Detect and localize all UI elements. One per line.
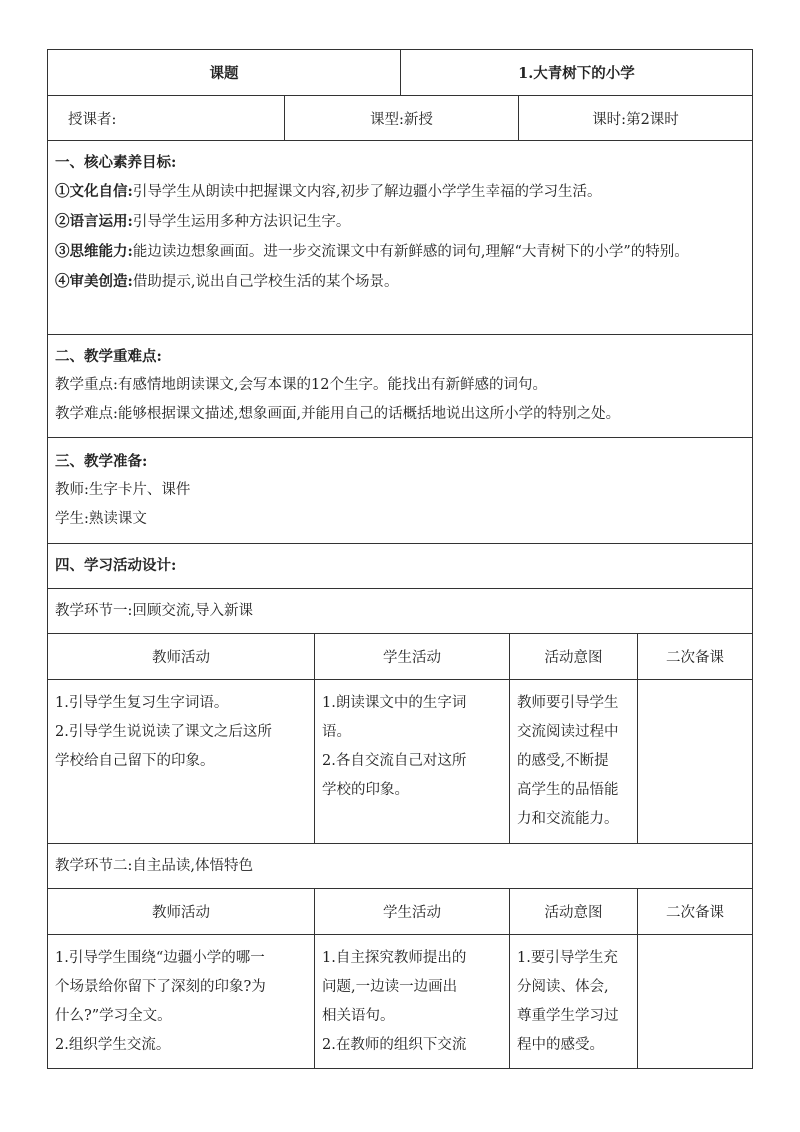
key-points-section — [47, 334, 753, 437]
text-line: 1.要引导学生充 — [517, 950, 618, 966]
text-line: 2.各自交流自己对这所 — [322, 753, 467, 769]
objective-item — [55, 237, 744, 267]
text-line: 高学生的品悟能 — [517, 782, 619, 798]
period-cell — [518, 96, 752, 140]
column-header-teacher — [48, 889, 314, 934]
difficulty-text: 教学难点:能够根据课文描述,想象画面,并能用自己的话概括地说出这所小学的特别之处。 — [55, 406, 621, 422]
objective-label: ④审美创造: — [55, 273, 133, 290]
text-line: 交流阅读过程中 — [517, 724, 619, 740]
stage1-title-row — [47, 588, 753, 633]
text-line: 1.自主探究教师提出的 — [322, 950, 467, 966]
text-line: 相关语句。 — [322, 1008, 395, 1024]
teacher-label: 授课者: — [68, 111, 117, 128]
text-line: 2.在教师的组织下交流 — [322, 1037, 467, 1053]
preparation-section — [47, 437, 753, 543]
column-header-intent — [509, 889, 637, 934]
stage2-title: 教学环节二:自主品读,体悟特色 — [55, 858, 253, 874]
text-line: 问题,一边读一边画出 — [322, 979, 458, 995]
text-line: 1.引导学生复习生字词语。 — [55, 695, 229, 711]
text-line: 1.朗读课文中的生字词 — [322, 695, 467, 711]
column-header-student — [314, 889, 509, 934]
text-line: 程中的感受。 — [517, 1037, 604, 1053]
objectives-title: 一、核心素养目标: — [55, 154, 177, 171]
text-line: 学校的印象。 — [322, 782, 409, 798]
column-header-label: 二次备课 — [666, 650, 724, 666]
stage1-teacher-activity — [48, 680, 314, 843]
teacher-preparation: 教师:生字卡片、课件 — [55, 482, 191, 498]
text-line: 2.引导学生说说读了课文之后这所 — [55, 724, 272, 740]
text-line: 力和交流能力。 — [517, 811, 619, 827]
stage2-content-row — [47, 934, 753, 1069]
type-label: 课型:新授 — [370, 111, 433, 128]
teacher-cell — [48, 96, 284, 140]
topic-label-cell — [48, 50, 400, 95]
topic-row — [47, 49, 753, 95]
objective-text: 借助提示,说出自己学校生活的某个场景。 — [132, 274, 399, 290]
column-header-student — [314, 634, 509, 679]
stage2-header-row — [47, 888, 753, 934]
objective-item — [55, 207, 744, 237]
topic-value: 1.大青树下的小学 — [518, 65, 635, 82]
type-cell — [284, 96, 518, 140]
column-header-revision — [637, 889, 752, 934]
preparation-title: 三、教学准备: — [55, 453, 148, 470]
objective-label: ②语言运用: — [55, 213, 133, 230]
stage1-revision — [637, 680, 752, 843]
objective-label: ①文化自信: — [55, 183, 133, 200]
period-label: 课时:第2课时 — [592, 111, 679, 128]
objective-text: 能边读边想象画面。进一步交流课文中有新鲜感的词句,理解“大青树下的小学”的特别。 — [132, 244, 689, 260]
stage2-revision — [637, 935, 752, 1068]
text-line: 教师要引导学生 — [517, 695, 619, 711]
objective-label: ③思维能力: — [55, 243, 133, 260]
info-row — [47, 95, 753, 140]
stage1-header-row — [47, 633, 753, 679]
column-header-label: 学生活动 — [383, 650, 441, 666]
topic-label: 课题 — [209, 65, 239, 82]
stage2-intent — [509, 935, 637, 1068]
objective-item — [55, 267, 744, 297]
text-line: 分阅读、体会, — [517, 979, 609, 995]
column-header-label: 学生活动 — [383, 905, 441, 921]
text-line: 什么?”学习全文。 — [55, 1008, 172, 1024]
topic-value-cell — [400, 50, 752, 95]
column-header-label: 二次备课 — [666, 905, 724, 921]
stage1-intent — [509, 680, 637, 843]
stage2-student-activity — [314, 935, 509, 1068]
lesson-plan-table — [47, 49, 753, 1069]
activity-design-section — [47, 543, 753, 588]
text-line: 的感受,不断提 — [517, 753, 609, 769]
stage2-title-row — [47, 843, 753, 888]
student-preparation: 学生:熟读课文 — [55, 511, 147, 527]
column-header-revision — [637, 634, 752, 679]
text-line: 学校给自己留下的印象。 — [55, 753, 215, 769]
text-line: 1.引导学生围绕“边疆小学的哪一 — [55, 950, 265, 966]
key-point-text: 教学重点:有感情地朗读课文,会写本课的12个生字。能找出有新鲜感的词句。 — [55, 377, 547, 393]
text-line: 2.组织学生交流。 — [55, 1037, 171, 1053]
column-header-intent — [509, 634, 637, 679]
stage1-title: 教学环节一:回顾交流,导入新课 — [55, 603, 253, 619]
column-header-label: 活动意图 — [544, 650, 603, 666]
objective-text: 引导学生运用多种方法识记生字。 — [132, 214, 351, 230]
objective-text: 引导学生从朗读中把握课文内容,初步了解边疆小学学生幸福的学习生活。 — [132, 184, 602, 200]
text-line: 语。 — [322, 724, 351, 740]
text-line: 个场景给你留下了深刻的印象?为 — [55, 979, 266, 995]
stage1-content-row — [47, 679, 753, 843]
column-header-label: 教师活动 — [152, 905, 210, 921]
column-header-label: 教师活动 — [152, 650, 210, 666]
stage1-student-activity — [314, 680, 509, 843]
stage2-teacher-activity — [48, 935, 314, 1068]
activity-design-title: 四、学习活动设计: — [55, 557, 177, 574]
objectives-section — [47, 140, 753, 334]
column-header-teacher — [48, 634, 314, 679]
text-line: 尊重学生学习过 — [517, 1008, 619, 1024]
objective-item — [55, 177, 744, 207]
column-header-label: 活动意图 — [544, 905, 603, 921]
key-points-title: 二、教学重难点: — [55, 348, 162, 365]
